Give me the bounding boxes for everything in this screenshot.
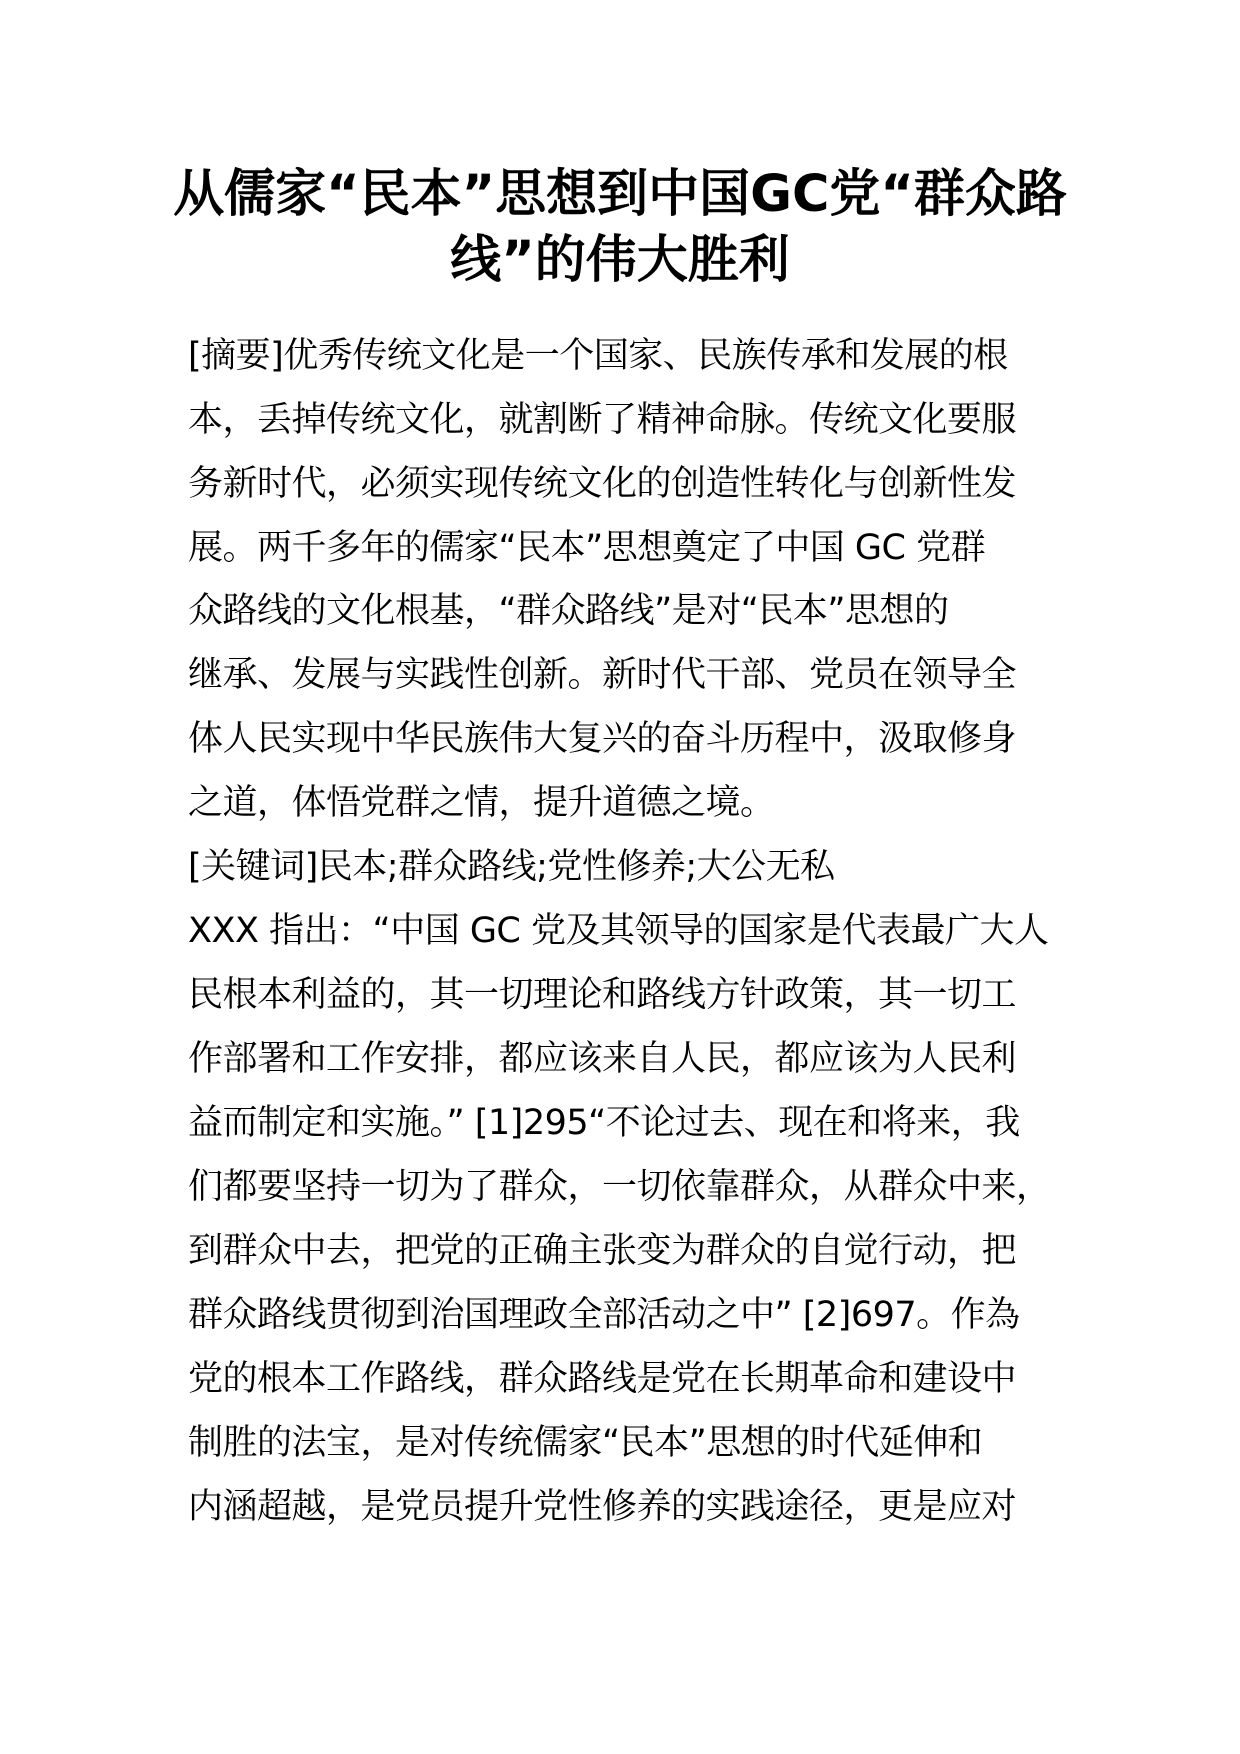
- document-title-line-1: 从儒家“民本”思想到中国GC党“群众路: [173, 165, 1067, 224]
- abstract-line: 展。两千多年的儒家“民本”思想奠定了中国 GC 党群: [188, 528, 986, 568]
- body-paragraph-line: 群众路线贯彻到治国理政全部活动之中” [2]697。作為: [188, 1295, 1020, 1335]
- abstract-line: [摘要]优秀传统文化是一个国家、民族传承和发展的根: [188, 336, 1008, 376]
- body-paragraph-line: 民根本利益的，其一切理论和路线方针政策，其一切工: [188, 975, 1017, 1015]
- document-title-line-2: 线”的伟大胜利: [450, 231, 790, 290]
- body-paragraph-line: 党的根本工作路线，群众路线是党在长期革命和建设中: [188, 1359, 1017, 1399]
- abstract-line: 务新时代，必须实现传统文化的创造性转化与创新性发: [188, 464, 1017, 504]
- abstract-line: 继承、发展与实践性创新。新时代干部、党员在领导全: [188, 655, 1017, 695]
- abstract-line: 众路线的文化根基，“群众路线”是对“民本”思想的: [188, 591, 949, 631]
- body-paragraph-line: XXX 指出：“中国 GC 党及其领导的国家是代表最广大人: [188, 911, 1049, 951]
- body-paragraph-line: 内涵超越，是党员提升党性修养的实践途径，更是应对: [188, 1487, 1017, 1527]
- body-paragraph-line: 制胜的法宝，是对传统儒家“民本”思想的时代延伸和: [188, 1423, 983, 1463]
- body-paragraph-line: 到群众中去，把党的正确主张变为群众的自觉行动，把: [188, 1231, 1017, 1271]
- abstract-line: 本，丢掉传统文化，就割断了精神命脉。传统文化要服: [188, 400, 1017, 440]
- abstract-line: 之道，体悟党群之情，提升道德之境。: [188, 783, 775, 823]
- body-paragraph-line: 作部署和工作安排，都应该来自人民，都应该为人民利: [188, 1039, 1017, 1079]
- keywords-line: [关键词]民本;群众路线;党性修养;大公无私: [188, 847, 835, 887]
- body-paragraph-line: 益而制定和实施。” [1]295“不论过去、现在和将来，我: [188, 1103, 1020, 1143]
- abstract-line: 体人民实现中华民族伟大复兴的奋斗历程中，汲取修身: [188, 719, 1017, 759]
- body-paragraph-line: 们都要坚持一切为了群众，一切依靠群众，从群众中来，: [188, 1167, 1051, 1207]
